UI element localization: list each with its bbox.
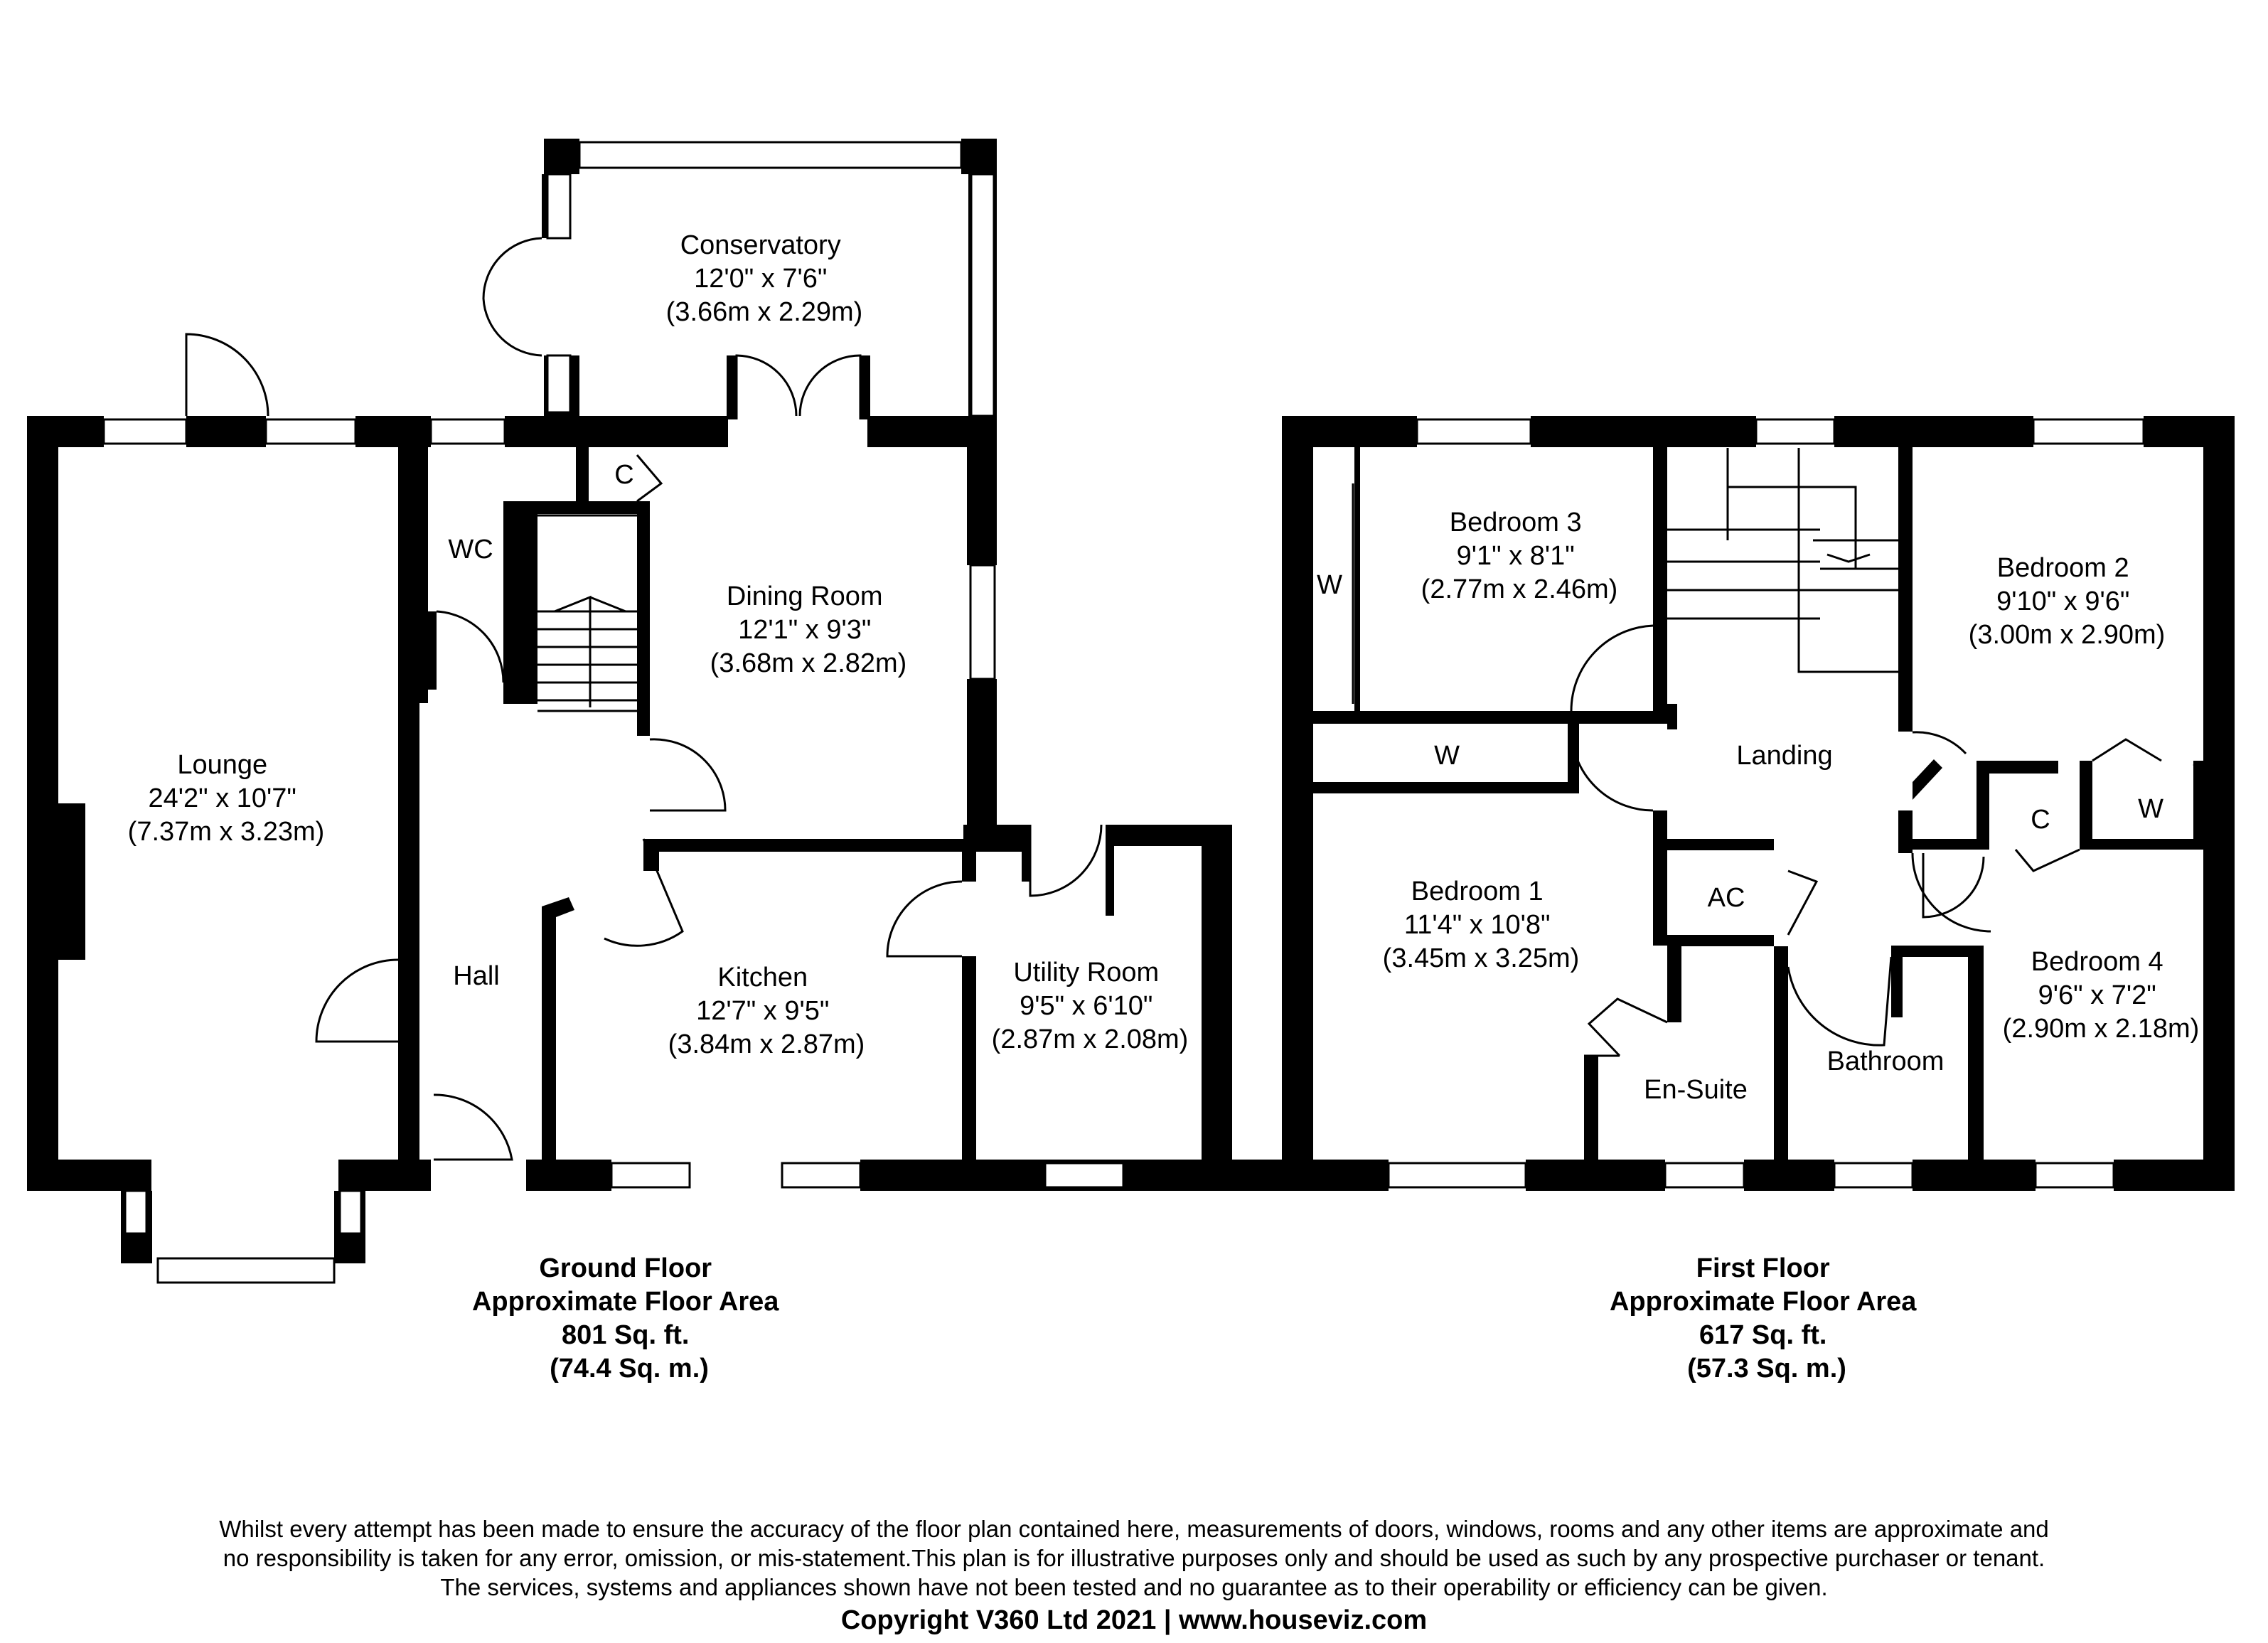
wall [1282,416,1417,447]
room-name: Utility Room [1013,958,1160,988]
wall [2193,761,2203,846]
room-label-cupboard-first: C [2031,805,2050,835]
room-label-bedroom-1 [1383,877,1580,973]
disclaimer-line-1: Whilst every attempt has been made to ensure the accuracy of the floor plan contained here, measurements of doors, windows, rooms and any other items are approximate and [219,1516,2049,1542]
wall [1531,416,1756,447]
wall [643,839,997,852]
wall [1667,935,1774,946]
wall [398,447,419,1160]
room-label-bedroom-2 [1969,553,2166,650]
room-label-airing-cupboard: AC [1707,883,1745,913]
wall [967,416,997,565]
wall [1313,711,1667,724]
room-label-landing: Landing [1736,741,1833,771]
window [547,355,570,412]
window [547,174,570,238]
room-label-en-suite: En-Suite [1644,1075,1748,1105]
room-label-bathroom: Bathroom [1826,1047,1945,1076]
room-name: Kitchen [717,963,808,992]
wall [1584,1056,1598,1160]
window [158,1258,334,1283]
wall [967,679,997,839]
door-swing [1913,732,1966,754]
wall [186,416,266,447]
disclaimer-line-2: no responsibility is taken for any error, omission, or mis-statement.This plan is for illustrative purposes only and should be used as such by any prospective purchaser or tenant. [223,1545,2045,1571]
room-dimensions-metric: (3.68m x 2.82m) [710,648,907,678]
window [2033,419,2144,444]
copyright-notice: Copyright V360 Ltd 2021 | www.houseviz.com [840,1605,1428,1635]
wall [1913,1160,2036,1191]
room-name: Bedroom 2 [1996,553,2129,583]
caption-area-sqm: (57.3 Sq. m.) [1687,1354,1846,1384]
window [125,1191,146,1233]
wall [1744,1160,1834,1191]
wall [962,956,976,1160]
wall [1022,825,1030,882]
window [579,142,961,168]
door-swing [737,355,796,419]
wall [526,1160,611,1191]
door-swing [434,1095,512,1160]
door-swing [1923,853,1984,917]
room-dimensions-imperial: 9'5" x 6'10" [1020,991,1153,1021]
room-label-wardrobe-bed3: W [1317,570,1342,600]
window [1756,419,1834,444]
door-swing [316,960,398,1042]
wall [27,1160,151,1191]
room-label-bedroom-3 [1421,508,1618,604]
wall [505,416,728,447]
room-name: Conservatory [680,230,841,260]
wall [1834,416,2033,447]
disclaimer-line-3: The services, systems and appliances shown have not been tested and no guarantee as to their operability or efficiency can be given. [440,1574,1828,1600]
room-dimensions-metric: (3.00m x 2.90m) [1968,620,2166,650]
wall [2080,839,2203,850]
window [431,419,505,444]
window [1417,419,1531,444]
room-dimensions-imperial: 9'6" x 7'2" [2038,980,2156,1010]
room-dimensions-imperial: 24'2" x 10'7" [148,783,296,813]
stairs [537,515,637,711]
first-floor-caption [1610,1253,1924,1384]
room-label-kitchen [668,963,865,1059]
door-swing [1584,999,1667,1056]
window [970,565,995,679]
room-label-conservatory [666,230,863,327]
room-dimensions-imperial: 9'1" x 8'1" [1456,541,1575,571]
room-label-wardrobe-bed1: W [1434,741,1460,771]
door-swing [887,882,962,956]
caption-area-sqft: 617 Sq. ft. [1699,1320,1827,1350]
window [340,1191,361,1233]
door-swing [1788,957,1891,1045]
wall [544,139,579,174]
room-dimensions-metric: (3.45m x 3.25m) [1382,943,1580,973]
wall [1282,1160,1389,1191]
window [104,419,186,444]
window [971,174,994,416]
room-name: Bedroom 4 [2031,947,2163,977]
wall [355,416,431,447]
caption-area-sqm: (74.4 Sq. m.) [550,1354,709,1384]
wall [1526,1160,1665,1191]
ground-floor-caption [472,1253,786,1384]
wall [1202,825,1232,1191]
chimney-breast [58,803,85,960]
wall [1913,839,1984,850]
door-swing [1788,871,1817,935]
wall [1667,946,1681,1022]
window [1045,1163,1123,1187]
wall [1653,447,1667,714]
room-label-utility-room [992,958,1189,1054]
wall [1977,761,1989,850]
wardrobe-door [2092,739,2161,761]
room-dimensions-metric: (3.84m x 2.87m) [668,1029,865,1059]
wall [963,825,1022,852]
window [782,1163,860,1187]
wall [1774,946,1788,1160]
wall [1667,704,1677,729]
wall [27,416,58,1191]
room-label-bedroom-4 [2003,947,2200,1044]
wall [1898,810,1913,853]
stairs [1667,448,1898,672]
door-swing [437,611,503,683]
wall [1968,946,1984,1160]
cupboard-door [637,455,661,501]
door-swing [1571,626,1653,711]
wall [637,501,650,736]
room-labels [128,230,2200,1105]
first-floor-plan [1282,416,2235,1191]
caption-floor-name: First Floor [1696,1253,1830,1283]
door-swing [186,334,268,416]
ground-floor-plan [27,139,1287,1263]
wall [27,416,104,447]
window [1834,1163,1913,1187]
wall [1891,946,1977,957]
room-name: Lounge [177,750,268,780]
wall [419,447,428,703]
cupboard-door [2016,850,2080,871]
room-dimensions-metric: (2.87m x 2.08m) [991,1024,1189,1054]
wall [1653,810,1667,946]
wall [1667,839,1774,850]
wall [2114,1160,2235,1191]
room-name: Bedroom 3 [1449,508,1582,537]
room-label-dining-room [710,582,907,678]
window [1665,1163,1744,1187]
room-dimensions-metric: (2.77m x 2.46m) [1421,574,1618,604]
room-dimensions-imperial: 9'10" x 9'6" [1996,587,2130,616]
door-swing [1030,825,1101,896]
wall [338,1160,431,1191]
room-label-cupboard: C [614,460,634,490]
room-name: Dining Room [726,582,883,611]
window [611,1163,690,1187]
window [2036,1163,2114,1187]
wall [961,139,997,174]
door-swing [650,739,725,810]
wall [503,501,537,704]
door-swing [1571,729,1653,810]
wall [860,355,870,419]
room-dimensions-imperial: 11'4" x 10'8" [1403,910,1551,940]
wall [2080,761,2092,850]
wall [2203,416,2235,1191]
room-dimensions-imperial: 12'0" x 7'6" [694,264,828,294]
room-label-lounge [128,750,325,847]
wall [542,906,556,1160]
caption-area-sqft: 801 Sq. ft. [561,1320,690,1350]
wall [576,447,589,501]
window [1389,1163,1526,1187]
wall [1282,416,1313,1191]
room-label-hall: Hall [453,961,500,991]
door-swing [800,355,860,419]
room-dimensions-metric: (2.90m x 2.18m) [2002,1014,2200,1044]
door-swing [483,238,542,355]
room-dimensions-imperial: 12'7" x 9'5" [696,996,830,1026]
caption-area-label: Approximate Floor Area [471,1287,779,1317]
wall [428,611,437,690]
wall [503,501,637,514]
room-label-wardrobe-bed2: W [2138,794,2163,824]
wall [727,355,737,419]
window [266,419,355,444]
room-dimensions-metric: (7.37m x 3.23m) [127,817,325,847]
wall [1913,759,1942,800]
room-dimensions-metric: (3.66m x 2.29m) [665,297,863,327]
wall [1106,825,1114,916]
caption-floor-name: Ground Floor [539,1253,712,1283]
wall [1891,957,1903,1017]
room-label-wc: WC [448,535,493,564]
room-name: Bedroom 1 [1411,877,1544,906]
room-dimensions-imperial: 12'1" x 9'3" [738,615,872,645]
caption-area-label: Approximate Floor Area [1609,1287,1917,1317]
wall [962,852,976,882]
wall [1898,447,1913,732]
